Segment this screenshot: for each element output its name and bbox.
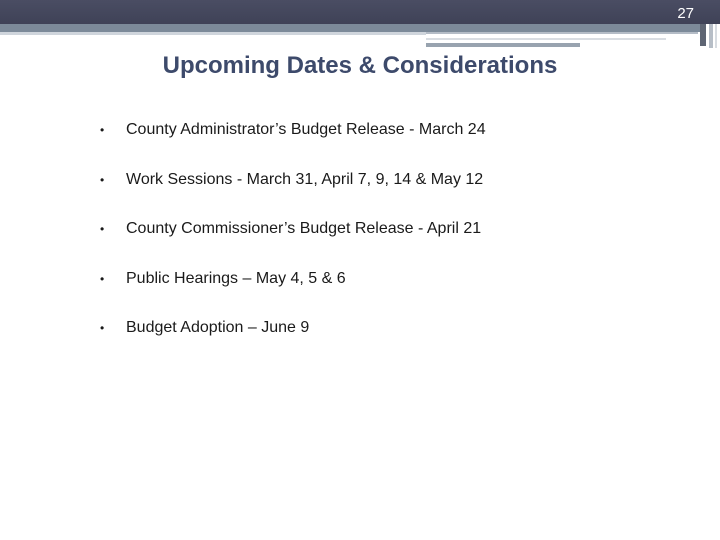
bullet-item-administrator-budget — [100, 118, 486, 142]
bullet-item-public-hearings — [100, 267, 486, 291]
bullet-icon: • — [100, 321, 105, 335]
header-stripe-light — [0, 32, 426, 35]
header-edge-dark — [700, 24, 706, 46]
bullet-item-budget-adoption — [100, 316, 486, 340]
bullet-list — [100, 118, 486, 366]
bullet-text: Public Hearings – May 4, 5 & 6 — [126, 269, 346, 287]
bullet-item-commissioner-budget — [100, 217, 486, 241]
header-stripe-thin — [426, 32, 698, 34]
header-stripe — [0, 24, 700, 32]
bullet-item-work-sessions — [100, 168, 486, 192]
bullet-icon: • — [100, 271, 105, 286]
bullet-text: Work Sessions - March 31, April 7, 9, 14 & May 12 — [126, 170, 484, 188]
header-band — [0, 0, 720, 24]
header-edge-mid — [709, 24, 713, 48]
bullet-text: Budget Adoption – June 9 — [126, 319, 310, 336]
bullet-text: County Commissioner’s Budget Release - April 21 — [126, 220, 482, 237]
bullet-text: County Administrator’s Budget Release - March 24 — [126, 121, 486, 138]
bullet-icon: • — [100, 123, 105, 137]
bullet-icon: • — [100, 172, 105, 187]
header-edge-light — [715, 24, 717, 48]
bullet-icon: • — [100, 222, 105, 236]
header-stripe-faint — [426, 38, 666, 40]
slide-title: Upcoming Dates & Considerations — [162, 52, 558, 79]
slide-number: 27 — [677, 5, 694, 22]
header-stripe-accent — [426, 43, 580, 47]
